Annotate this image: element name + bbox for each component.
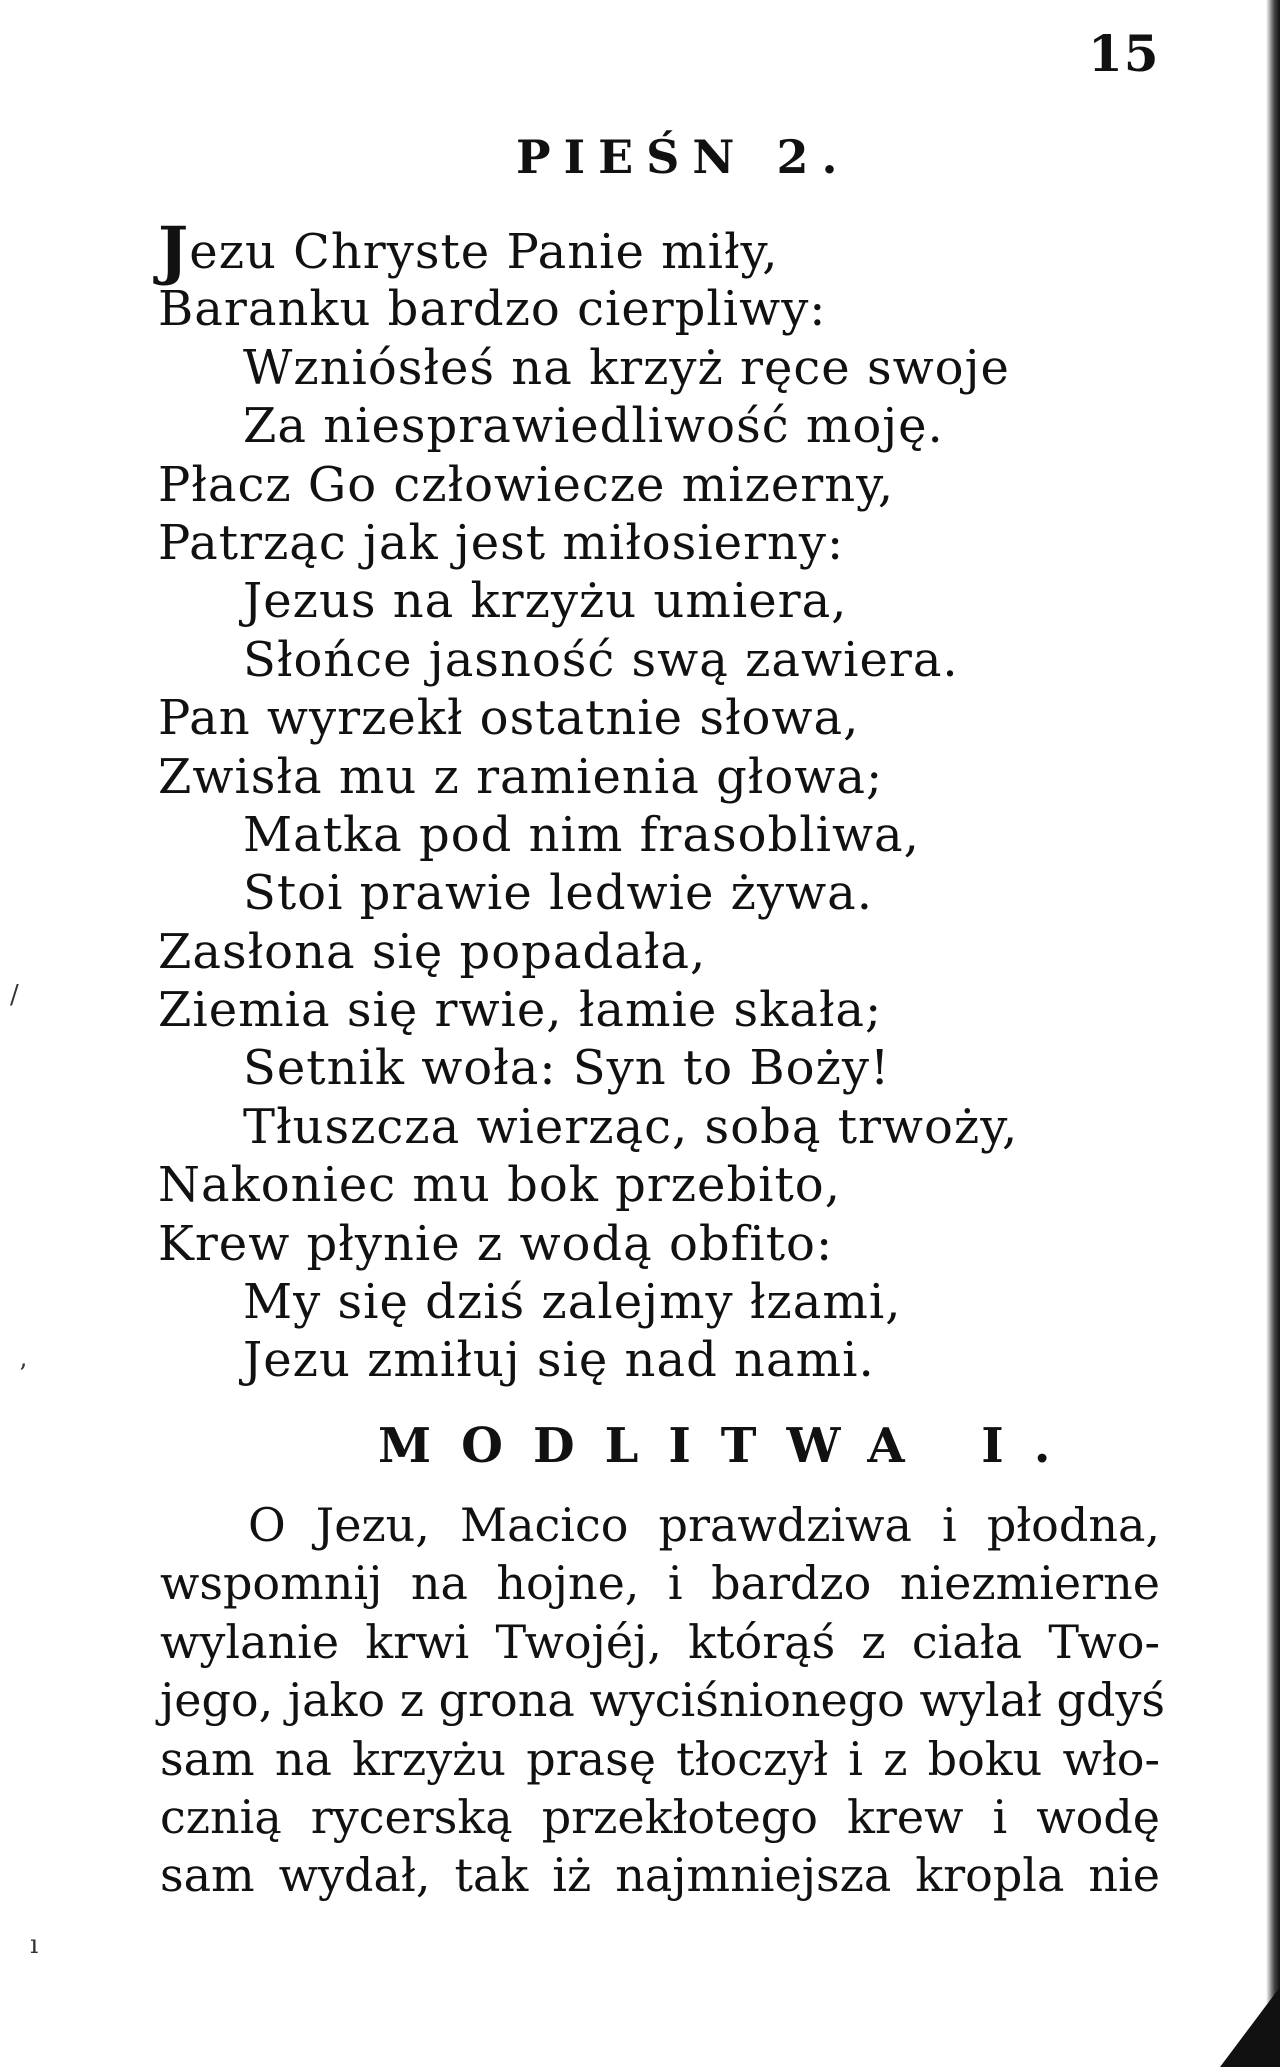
- verse-line: Krew płynie z wodą obfito:: [158, 1215, 834, 1272]
- verse-line: Pan wyrzekł ostatnie słowa,: [158, 690, 860, 747]
- prayer-line: cznią rycerską przekłotego krew i wodę: [160, 1789, 1160, 1844]
- verse-line: Zasłona się popadała,: [158, 923, 707, 980]
- prayer-heading: MODLITWA I.: [378, 1418, 1081, 1474]
- verse-line: Stoi prawie ledwie żywa.: [243, 865, 874, 922]
- prayer-text: [160, 1496, 1166, 1905]
- verse-line: Słońce jasność swą zawiera.: [243, 631, 959, 688]
- verse-line: Za niesprawiedliwość moję.: [243, 398, 944, 455]
- page-corner-mark: [1220, 1987, 1280, 2067]
- verse-line: Ziemia się rwie, łamie skała;: [158, 982, 883, 1039]
- verse-line: Płacz Go człowiecze mizerny,: [158, 456, 895, 513]
- verse-line-first: [0, 213, 1280, 288]
- song-heading: PIEŚN 2.: [516, 130, 851, 184]
- prayer-line: sam na krzyżu prasę tłoczył i z boku wło-: [160, 1731, 1160, 1786]
- prayer-line: jego, jako z grona wyciśnionego wylał gdyś: [160, 1673, 1166, 1728]
- drop-cap: J: [158, 213, 190, 288]
- verse-line: Setnik woła: Syn to Boży!: [243, 1040, 891, 1097]
- page-edge-shadow: [1266, 0, 1280, 2067]
- verse-line: Matka pod nim frasobliwa,: [243, 806, 920, 863]
- verse-line: Jezus na krzyżu umiera,: [243, 573, 848, 630]
- prayer-line: wylanie krwi Twojéj, którąś z ciała Two-: [160, 1614, 1160, 1669]
- verse-line: My się dziś zalejmy łzami,: [243, 1274, 902, 1331]
- song-verse: [0, 213, 1280, 1390]
- margin-speck: ı: [30, 1930, 39, 1960]
- verse-line: Patrząc jak jest miłosierny:: [158, 514, 845, 571]
- verse-line: Jezu zmiłuj się nad nami.: [243, 1332, 875, 1389]
- verse-line: Nakoniec mu bok przebito,: [158, 1157, 841, 1214]
- margin-speck: /: [10, 980, 19, 1010]
- prayer-line: wspomnij na hojne, i bardzo niezmierne: [160, 1556, 1160, 1611]
- verse-line: Tłuszcza wierząc, sobą trwoży,: [243, 1098, 1019, 1155]
- margin-speck: ʼ: [18, 1360, 27, 1390]
- verse-line: Zwisła mu z ramienia głowa;: [158, 748, 884, 805]
- verse-line: Baranku bardzo cierpliwy:: [158, 281, 827, 338]
- page-number: 15: [1088, 24, 1160, 83]
- prayer-line: sam wydał, tak iż najmniejsza kropla nie: [160, 1848, 1160, 1903]
- prayer-line: O Jezu, Macico prawdziwa i płodna,: [248, 1498, 1160, 1552]
- verse-line-first-text: ezu Chryste Panie miły,: [189, 224, 779, 280]
- verse-line: Wzniósłeś na krzyż ręce swoje: [243, 339, 1010, 396]
